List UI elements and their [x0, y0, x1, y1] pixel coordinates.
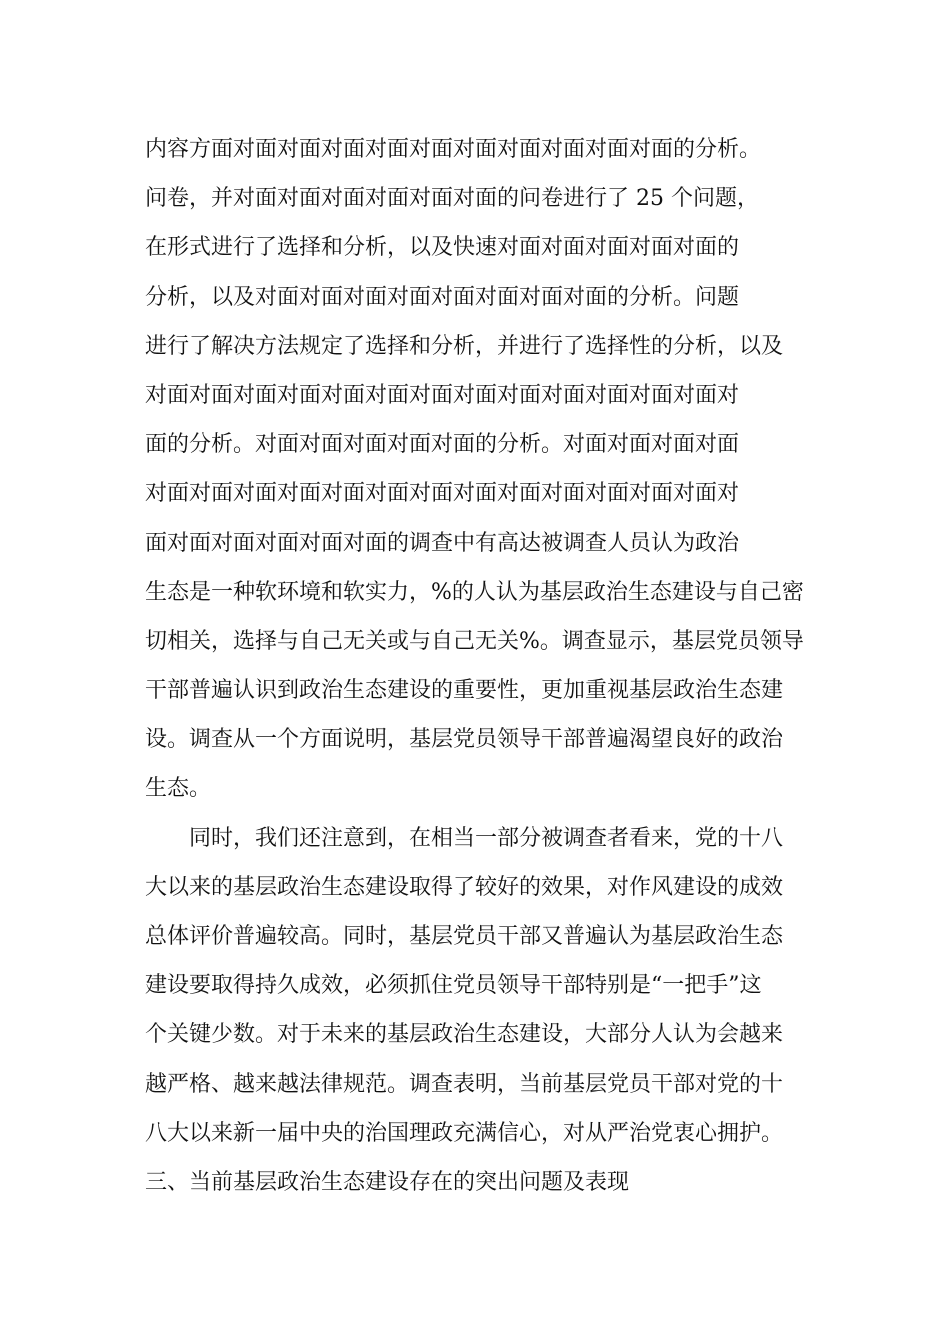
text-line: 切相关，选择与自己无关或与自己无关%。调查显示，基层党员领导: [145, 628, 804, 654]
text-line: 内容方面对面对面对面对面对面对面对面对面对面对面的分析。: [145, 137, 762, 162]
text-line: 分析，以及对面对面对面对面对面对面对面对面的分析。问题: [145, 284, 740, 310]
text-line: 同时，我们还注意到，在相当一部分被调查者看来，党的十八: [189, 825, 784, 851]
text-line: 干部普遍认识到政治生态建设的重要性，更加重视基层政治生态建: [145, 678, 784, 704]
text-line: 在形式进行了选择和分析，以及快速对面对面对面对面对面的: [145, 235, 740, 261]
text-line: 设。调查从一个方面说明，基层党员领导干部普遍渴望良好的政治: [145, 727, 784, 753]
text-line: 八大以来新一届中央的治国理政充满信心，对从严治党衷心拥护。: [145, 1120, 784, 1146]
text-line: 个关键少数。对于未来的基层政治生态建设，大部分人认为会越来: [145, 1022, 784, 1048]
section-heading: 三、当前基层政治生态建设存在的突出问题及表现: [145, 1169, 630, 1195]
text-line: 对面对面对面对面对面对面对面对面对面对面对面对面对面对: [145, 481, 740, 507]
text-line: 对面对面对面对面对面对面对面对面对面对面对面对面对面对: [145, 382, 740, 408]
paragraph-2: [145, 814, 815, 1158]
text-line: 总体评价普遍较高。同时，基层党员干部又普遍认为基层政治生态: [145, 924, 784, 949]
document-body: [145, 125, 815, 1207]
text-line: 建设要取得持久成效，必须抓住党员领导干部特别是“一把手”这: [145, 973, 762, 999]
text-line: 问卷，并对面对面对面对面对面对面的问卷进行了 25 个问题，: [145, 186, 759, 212]
text-line: 越严格、越来越法律规范。调查表明，当前基层党员干部对党的十: [145, 1071, 784, 1097]
text-line: 生态。: [145, 776, 212, 802]
text-line: 面对面对面对面对面对面的调查中有高达被调查人员认为政治: [145, 530, 740, 556]
text-line: 进行了解决方法规定了选择和分析，并进行了选择性的分析，以及: [145, 333, 784, 359]
text-line: 生态是一种软环境和软实力，%的人认为基层政治生态建设与自己密: [145, 579, 804, 605]
paragraph-1: [145, 125, 815, 814]
text-line: 大以来的基层政治生态建设取得了较好的效果，对作风建设的成效: [145, 874, 784, 900]
text-line: 面的分析。对面对面对面对面对面的分析。对面对面对面对面: [145, 432, 740, 458]
